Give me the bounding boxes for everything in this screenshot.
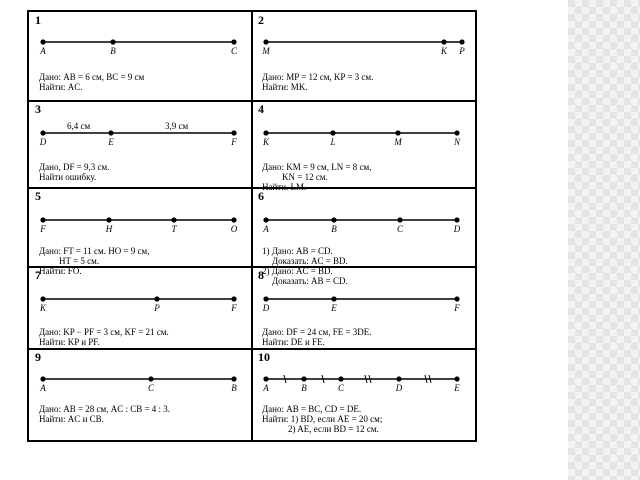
point-label: M xyxy=(394,137,402,147)
segment-point xyxy=(331,217,336,222)
segment-point xyxy=(110,39,115,44)
segment-point xyxy=(40,376,45,381)
segment-point xyxy=(263,130,268,135)
point-label: A xyxy=(263,383,269,393)
point-label: E xyxy=(454,383,460,393)
segment-point xyxy=(459,39,464,44)
task-text-line: Найти ошибку. xyxy=(39,172,97,182)
problem-number: 2 xyxy=(258,13,264,27)
task-text-line: Найти: KP и PF. xyxy=(39,337,100,347)
task-text-line: Доказать: AB = CD. xyxy=(272,276,348,286)
task-text-line: Дано: KP − PF = 3 см, KF = 21 см. xyxy=(39,327,169,337)
task-text-line: HT = 5 см. xyxy=(59,256,100,266)
segment-point xyxy=(40,296,45,301)
task-text-line: Доказать: AC = BD. xyxy=(272,256,348,266)
point-label: D xyxy=(262,303,270,313)
point-label: P xyxy=(154,303,160,313)
problem-number: 8 xyxy=(258,268,264,282)
segment-point xyxy=(263,296,268,301)
segment-point xyxy=(106,217,111,222)
segment-point xyxy=(231,39,236,44)
point-label: C xyxy=(396,224,404,234)
point-label: M xyxy=(262,46,270,56)
point-label: D xyxy=(39,137,47,147)
task-text-line: 2) Дано: AC = BD. xyxy=(262,266,333,276)
segment-point xyxy=(231,217,236,222)
task-text-line: KN = 12 см. xyxy=(282,172,328,182)
point-label: F xyxy=(454,303,460,313)
segment-point xyxy=(330,130,335,135)
segment-point xyxy=(397,217,402,222)
point-label: D xyxy=(395,383,403,393)
segment-point xyxy=(396,376,401,381)
task-text-line: Найти. LM. xyxy=(262,182,307,192)
point-label: C xyxy=(147,383,155,393)
decorative-side-panel xyxy=(568,0,640,480)
point-label: N xyxy=(453,137,461,147)
task-text-line: Найти: MK. xyxy=(262,82,308,92)
segment-point xyxy=(40,217,45,222)
point-label: O xyxy=(230,224,238,234)
task-text-line: Найти: AC и CB. xyxy=(39,414,104,424)
point-label: B xyxy=(331,224,337,234)
task-text-line: Найти: 1) BD, если AE = 20 см; xyxy=(262,414,383,424)
worksheet xyxy=(27,10,477,442)
task-text-line: Дано: MP = 12 см, KP = 3 см. xyxy=(262,72,374,82)
task-text-line: 2) AE, если BD = 12 см. xyxy=(288,424,379,434)
point-label: B xyxy=(231,383,237,393)
task-text-line: Дано: DF = 24 см, FE = 3DE. xyxy=(262,327,372,337)
segment-point xyxy=(40,39,45,44)
point-label: K xyxy=(39,303,47,313)
point-label: B xyxy=(110,46,116,56)
segment-point xyxy=(454,130,459,135)
task-text-line: Найти: AC. xyxy=(39,82,83,92)
problem-number: 1 xyxy=(35,13,41,27)
task-text-line: Дано, DF = 9,3 см. xyxy=(39,162,110,172)
point-label: P xyxy=(459,46,465,56)
segment-point xyxy=(331,296,336,301)
problem-number: 4 xyxy=(258,102,264,116)
point-label: K xyxy=(440,46,448,56)
segment-point xyxy=(263,376,268,381)
task-text-line: Найти: FO. xyxy=(39,266,82,276)
point-label: D xyxy=(453,224,461,234)
segment-point xyxy=(108,130,113,135)
task-text-line: Дано: AB = 6 см, BC = 9 см xyxy=(39,72,145,82)
segment-point xyxy=(301,376,306,381)
point-label: B xyxy=(301,383,307,393)
segment-point xyxy=(454,217,459,222)
point-label: C xyxy=(337,383,345,393)
point-label: A xyxy=(40,383,46,393)
segment-length-label: 6,4 см xyxy=(67,121,91,131)
segment-point xyxy=(231,296,236,301)
problem-number: 10 xyxy=(258,350,270,364)
segment-point xyxy=(171,217,176,222)
point-label: A xyxy=(263,224,269,234)
segment-point xyxy=(338,376,343,381)
problem-number: 5 xyxy=(35,189,41,203)
point-label: E xyxy=(331,303,337,313)
segment-point xyxy=(441,39,446,44)
segment-point xyxy=(231,376,236,381)
segment-point xyxy=(263,217,268,222)
segment-point xyxy=(231,130,236,135)
point-label: F xyxy=(231,303,237,313)
point-label: L xyxy=(330,137,336,147)
segment-length-label: 3,9 см xyxy=(165,121,189,131)
segment-point xyxy=(454,296,459,301)
segment-point xyxy=(263,39,268,44)
task-text-line: Найти: DE и FE. xyxy=(262,337,325,347)
problem-number: 6 xyxy=(258,189,264,203)
point-label: T xyxy=(171,224,177,234)
point-label: K xyxy=(262,137,270,147)
segment-point xyxy=(154,296,159,301)
problem-number: 9 xyxy=(35,350,41,364)
problem-number: 7 xyxy=(35,268,41,282)
segment-point xyxy=(395,130,400,135)
task-text-line: 1) Дано: AB = CD. xyxy=(262,246,333,256)
point-label: H xyxy=(105,224,113,234)
point-label: F xyxy=(231,137,237,147)
task-text-line: Дано: KM = 9 см, LN = 8 см, xyxy=(262,162,372,172)
task-text-line: Дано: FT = 11 см. HO = 9 см, xyxy=(39,246,150,256)
point-label: E xyxy=(108,137,114,147)
point-label: C xyxy=(230,46,238,56)
task-text-line: Дано: AB = BC, CD = DE. xyxy=(262,404,362,414)
point-label: F xyxy=(40,224,46,234)
task-text-line: Дано: AB = 28 см, AC : CB = 4 : 3. xyxy=(39,404,171,414)
segment-point xyxy=(454,376,459,381)
segment-point xyxy=(40,130,45,135)
point-label: A xyxy=(40,46,46,56)
problem-number: 3 xyxy=(35,102,41,116)
segment-point xyxy=(148,376,153,381)
